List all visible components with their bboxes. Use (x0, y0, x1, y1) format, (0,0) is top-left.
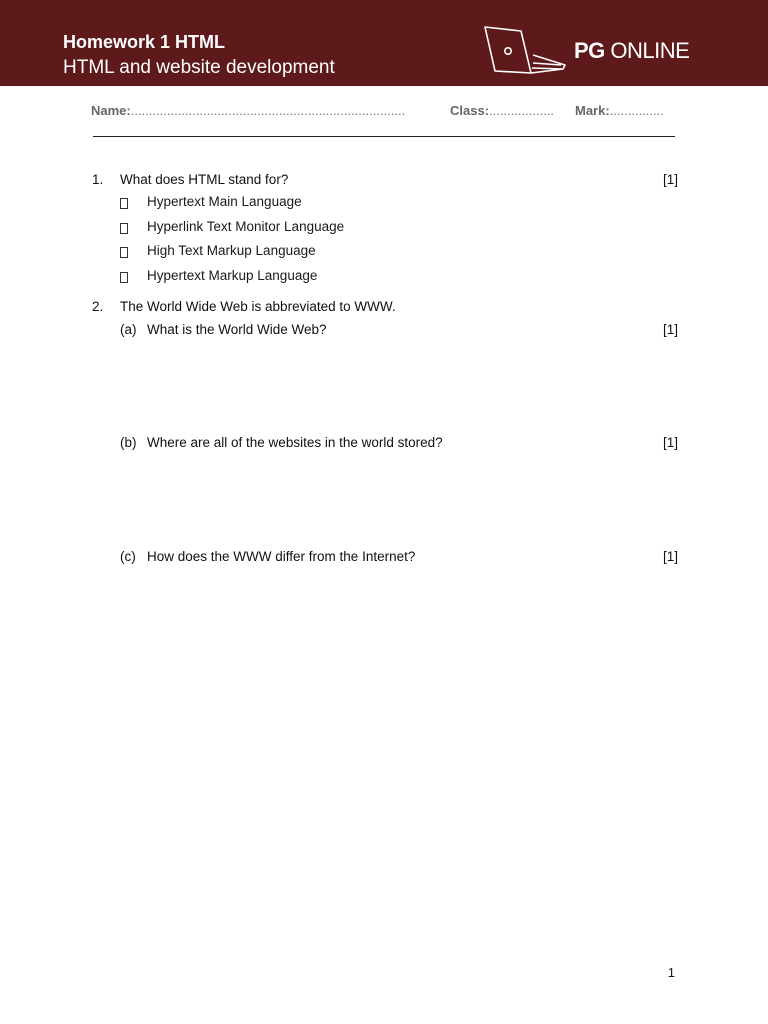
checkbox[interactable] (120, 223, 128, 234)
brand-name (574, 38, 689, 64)
checkbox[interactable] (120, 272, 128, 283)
question-number: 1. (92, 172, 104, 187)
name-label: Name: (91, 103, 131, 118)
mark-dots: ............... (609, 103, 664, 118)
checkbox[interactable] (120, 247, 128, 258)
class-field (450, 103, 554, 118)
question-number: 2. (92, 299, 104, 314)
question-2a-marks: [1] (662, 322, 678, 337)
worksheet-title: Homework 1 HTML (63, 32, 226, 52)
header-divider (93, 136, 675, 137)
pg-online-logo (483, 25, 705, 77)
part-label: (c) (120, 549, 136, 564)
page-number: 1 (667, 965, 675, 980)
class-dots: .................. (489, 103, 555, 118)
worksheet-subtitle: HTML and website development (63, 57, 335, 78)
brand-name-rest: ONLINE (610, 38, 690, 63)
checkbox[interactable] (120, 198, 128, 209)
question-text: What does HTML stand for? (120, 172, 289, 187)
class-label: Class: (450, 103, 490, 118)
name-dots: ............................................................................ (130, 103, 406, 118)
question-text: The World Wide Web is abbreviated to WWW. (120, 299, 396, 314)
question-2b-marks: [1] (662, 435, 678, 450)
option-label: Hyperlink Text Monitor Language (147, 219, 345, 234)
part-text: Where are all of the websites in the world stored? (147, 435, 443, 450)
part-text: What is the World Wide Web? (147, 322, 327, 337)
laptop-icon (483, 25, 569, 77)
part-label: (a) (120, 322, 137, 337)
part-text: How does the WWW differ from the Internet? (147, 549, 416, 564)
mark-field (575, 103, 664, 118)
option-label: High Text Markup Language (147, 243, 316, 258)
mark-label: Mark: (575, 103, 610, 118)
question-1-marks: [1] (662, 172, 678, 187)
part-label: (b) (120, 435, 137, 450)
option-label: Hypertext Markup Language (147, 268, 318, 283)
brand-name-bold: PG (574, 38, 605, 63)
name-field (91, 103, 405, 118)
option-label: Hypertext Main Language (147, 194, 302, 209)
question-2c-marks: [1] (662, 549, 678, 564)
header-banner (0, 0, 768, 86)
